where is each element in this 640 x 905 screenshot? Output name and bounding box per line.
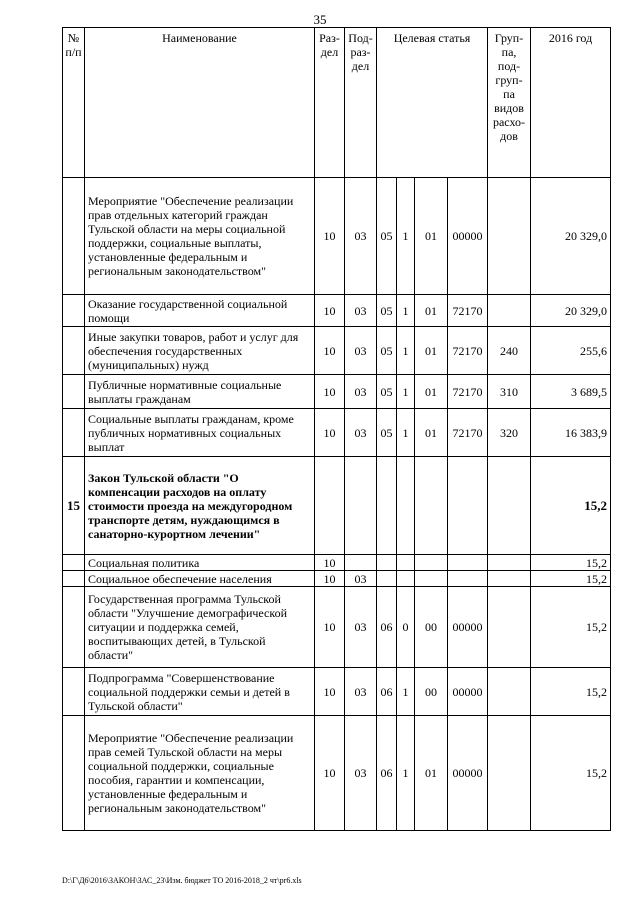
row-target-event bbox=[415, 555, 448, 571]
row-amount: 15,2 bbox=[531, 716, 611, 831]
row-section: 10 bbox=[315, 327, 345, 375]
row-name: Социальное обеспечение населения bbox=[85, 571, 315, 587]
row-target-subprogram: 1 bbox=[397, 668, 415, 716]
row-expense-group bbox=[488, 295, 531, 327]
row-name: Публичные нормативные социальные выплаты гражданам bbox=[85, 375, 315, 409]
row-target-event bbox=[415, 571, 448, 587]
table-row bbox=[63, 716, 611, 831]
row-target-event: 01 bbox=[415, 295, 448, 327]
table-row bbox=[63, 555, 611, 571]
row-target-direction bbox=[448, 457, 488, 555]
row-target-program bbox=[377, 555, 397, 571]
row-section: 10 bbox=[315, 571, 345, 587]
header-section: Раз-дел bbox=[315, 28, 345, 178]
row-subsection bbox=[345, 555, 377, 571]
row-name: Оказание государственной социальной помощи bbox=[85, 295, 315, 327]
row-amount: 20 329,0 bbox=[531, 295, 611, 327]
row-num: 15 bbox=[63, 457, 85, 555]
row-subsection bbox=[345, 457, 377, 555]
row-num bbox=[63, 555, 85, 571]
row-section: 10 bbox=[315, 375, 345, 409]
row-section: 10 bbox=[315, 555, 345, 571]
row-target-direction: 72170 bbox=[448, 327, 488, 375]
row-target-program: 05 bbox=[377, 409, 397, 457]
row-amount: 15,2 bbox=[531, 668, 611, 716]
row-target-subprogram: 1 bbox=[397, 716, 415, 831]
row-subsection: 03 bbox=[345, 295, 377, 327]
file-path-footer: D:\Г\Д6\2016\ЗАКОН\ЗАС_23\Изм. бюджет ТО 2016-2018_2 чт\pr6.xls bbox=[62, 876, 302, 885]
row-amount: 15,2 bbox=[531, 571, 611, 587]
row-amount: 15,2 bbox=[531, 587, 611, 668]
table-header-row bbox=[63, 28, 611, 178]
row-target-event: 00 bbox=[415, 587, 448, 668]
row-subsection: 03 bbox=[345, 375, 377, 409]
row-name: Социальные выплаты гражданам, кроме публичных нормативных социальных выплат bbox=[85, 409, 315, 457]
row-target-subprogram bbox=[397, 457, 415, 555]
row-target-subprogram: 1 bbox=[397, 375, 415, 409]
row-section: 10 bbox=[315, 409, 345, 457]
row-name: Подпрограмма "Совершенствование социальной поддержки семьи и детей в Тульской области" bbox=[85, 668, 315, 716]
row-name: Мероприятие "Обеспечение реализации прав семей Тульской области на меры социальной поддержки, социальные пособия, гарантии и компенсации, установленные федеральным и региональным законодательством" bbox=[85, 716, 315, 831]
row-target-program: 05 bbox=[377, 327, 397, 375]
row-section: 10 bbox=[315, 295, 345, 327]
row-expense-group bbox=[488, 716, 531, 831]
row-amount: 20 329,0 bbox=[531, 178, 611, 295]
row-subsection: 03 bbox=[345, 409, 377, 457]
row-target-program: 06 bbox=[377, 587, 397, 668]
row-target-event bbox=[415, 457, 448, 555]
table-row bbox=[63, 571, 611, 587]
row-section bbox=[315, 457, 345, 555]
header-num: № п/п bbox=[63, 28, 85, 178]
row-expense-group bbox=[488, 178, 531, 295]
table-row bbox=[63, 587, 611, 668]
row-expense-group: 240 bbox=[488, 327, 531, 375]
row-target-event: 01 bbox=[415, 716, 448, 831]
row-target-event: 01 bbox=[415, 178, 448, 295]
header-target-article: Целевая статья bbox=[377, 28, 488, 178]
row-name: Социальная политика bbox=[85, 555, 315, 571]
row-amount: 15,2 bbox=[531, 555, 611, 571]
row-target-program: 05 bbox=[377, 295, 397, 327]
row-num bbox=[63, 295, 85, 327]
row-num bbox=[63, 571, 85, 587]
row-target-direction: 00000 bbox=[448, 668, 488, 716]
row-target-subprogram: 1 bbox=[397, 327, 415, 375]
row-expense-group: 320 bbox=[488, 409, 531, 457]
row-target-event: 01 bbox=[415, 375, 448, 409]
row-amount: 15,2 bbox=[531, 457, 611, 555]
row-target-subprogram: 1 bbox=[397, 295, 415, 327]
row-subsection: 03 bbox=[345, 327, 377, 375]
row-target-subprogram bbox=[397, 571, 415, 587]
row-target-program: 05 bbox=[377, 178, 397, 295]
row-target-direction bbox=[448, 555, 488, 571]
row-num bbox=[63, 716, 85, 831]
row-expense-group: 310 bbox=[488, 375, 531, 409]
header-name: Наименование bbox=[85, 28, 315, 178]
row-name: Государственная программа Тульской области "Улучшение демографической ситуации и поддержка семей, воспитывающих детей, в Тульской области" bbox=[85, 587, 315, 668]
row-num bbox=[63, 327, 85, 375]
table-row bbox=[63, 668, 611, 716]
budget-table bbox=[62, 27, 611, 831]
row-target-program bbox=[377, 457, 397, 555]
header-expense-group: Груп-па, под-груп-па видов расхо-дов bbox=[488, 28, 531, 178]
row-section: 10 bbox=[315, 178, 345, 295]
row-target-subprogram bbox=[397, 555, 415, 571]
row-target-program: 05 bbox=[377, 375, 397, 409]
row-target-event: 01 bbox=[415, 409, 448, 457]
row-target-program: 06 bbox=[377, 668, 397, 716]
table-row bbox=[63, 178, 611, 295]
row-amount: 16 383,9 bbox=[531, 409, 611, 457]
row-num bbox=[63, 409, 85, 457]
row-expense-group bbox=[488, 571, 531, 587]
row-subsection: 03 bbox=[345, 587, 377, 668]
page-number: 35 bbox=[313, 12, 327, 27]
row-expense-group bbox=[488, 457, 531, 555]
row-subsection: 03 bbox=[345, 668, 377, 716]
row-subsection: 03 bbox=[345, 571, 377, 587]
row-subsection: 03 bbox=[345, 178, 377, 295]
row-name: Закон Тульской области "О компенсации расходов на оплату стоимости проезда на междугородном транспорте детям, нуждающимся в санаторно-курортном лечении" bbox=[85, 457, 315, 555]
row-target-direction: 72170 bbox=[448, 295, 488, 327]
row-target-direction bbox=[448, 571, 488, 587]
row-num bbox=[63, 375, 85, 409]
row-section: 10 bbox=[315, 716, 345, 831]
row-target-subprogram: 0 bbox=[397, 587, 415, 668]
row-section: 10 bbox=[315, 668, 345, 716]
row-target-program: 06 bbox=[377, 716, 397, 831]
row-target-subprogram: 1 bbox=[397, 409, 415, 457]
table-row bbox=[63, 295, 611, 327]
header-year: 2016 год bbox=[531, 28, 611, 178]
row-amount: 3 689,5 bbox=[531, 375, 611, 409]
row-target-direction: 00000 bbox=[448, 178, 488, 295]
row-target-direction: 00000 bbox=[448, 716, 488, 831]
table-row bbox=[63, 409, 611, 457]
row-num bbox=[63, 178, 85, 295]
row-num bbox=[63, 668, 85, 716]
row-target-direction: 72170 bbox=[448, 375, 488, 409]
row-target-program bbox=[377, 571, 397, 587]
row-target-direction: 72170 bbox=[448, 409, 488, 457]
row-target-event: 00 bbox=[415, 668, 448, 716]
table-row bbox=[63, 457, 611, 555]
row-expense-group bbox=[488, 587, 531, 668]
row-expense-group bbox=[488, 555, 531, 571]
row-target-subprogram: 1 bbox=[397, 178, 415, 295]
row-expense-group bbox=[488, 668, 531, 716]
header-subsection: Под-раз-дел bbox=[345, 28, 377, 178]
row-name: Иные закупки товаров, работ и услуг для обеспечения государственных (муниципальных) нужд bbox=[85, 327, 315, 375]
row-target-event: 01 bbox=[415, 327, 448, 375]
table-row bbox=[63, 327, 611, 375]
table-row bbox=[63, 375, 611, 409]
row-subsection: 03 bbox=[345, 716, 377, 831]
row-target-direction: 00000 bbox=[448, 587, 488, 668]
row-section: 10 bbox=[315, 587, 345, 668]
row-amount: 255,6 bbox=[531, 327, 611, 375]
row-num bbox=[63, 587, 85, 668]
row-name: Мероприятие "Обеспечение реализации прав отдельных категорий граждан Тульской области на меры социальной поддержки, социальные выплаты, установленные федеральным и региональным законодательством" bbox=[85, 178, 315, 295]
